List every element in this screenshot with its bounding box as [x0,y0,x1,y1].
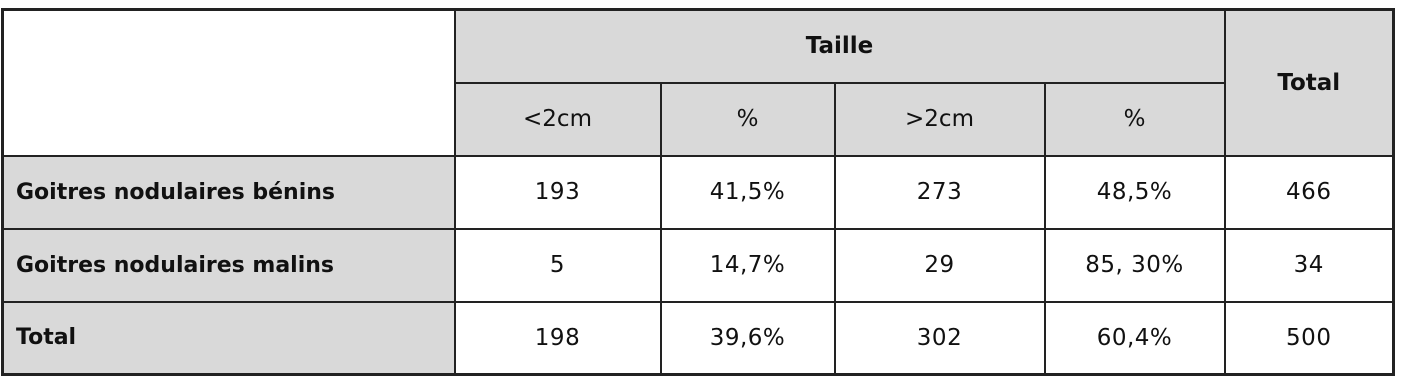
table-cell: 85, 30% [1045,229,1225,302]
table-cell: 500 [1225,302,1394,375]
sub-header-gt2cm: >2cm [835,83,1045,156]
row-label: Total [3,302,455,375]
table-row [3,229,1394,302]
table-cell: 29 [835,229,1045,302]
table-cell: 48,5% [1045,156,1225,229]
sub-header-pct-lt2cm: % [661,83,835,156]
table-cell: 34 [1225,229,1394,302]
table-cell: 39,6% [661,302,835,375]
row-label: Goitres nodulaires bénins [3,156,455,229]
table-cell: 273 [835,156,1045,229]
table-cell: 302 [835,302,1045,375]
taille-header: Taille [455,10,1225,83]
table-cell: 14,7% [661,229,835,302]
data-table [1,8,1395,376]
table-cell: 5 [455,229,661,302]
table-row [3,156,1394,229]
table-cell: 466 [1225,156,1394,229]
total-header: Total [1225,10,1394,156]
corner-cell [3,10,455,156]
header-row-group [3,10,1394,83]
sub-header-lt2cm: <2cm [455,83,661,156]
table-cell: 41,5% [661,156,835,229]
table-row [3,302,1394,375]
row-label: Goitres nodulaires malins [3,229,455,302]
sub-header-pct-gt2cm: % [1045,83,1225,156]
table-cell: 193 [455,156,661,229]
table-cell: 198 [455,302,661,375]
table-cell: 60,4% [1045,302,1225,375]
